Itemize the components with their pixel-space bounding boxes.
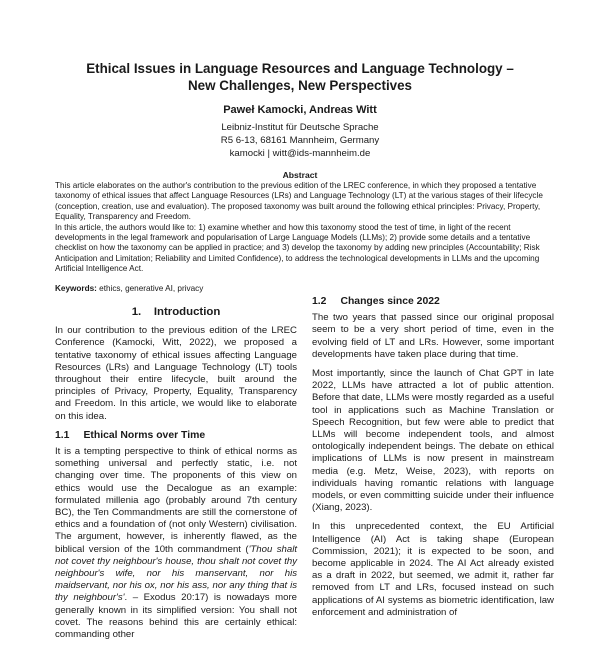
decalogue-quote: 'Thou shalt not covet thy neighbour's house, thou shalt not covet thy neighbour's wife, nor his manservant, nor his maidservant, nor his ox, nor his ass, nor any thing that is thy neighbour's' xyxy=(55,543,298,604)
abstract-heading: Abstract xyxy=(282,170,318,180)
paper-title xyxy=(40,60,560,94)
paragraph-text-b: . – Exodus 20:17) is nowadays more generally known in its simplified version: You shall not covet. The reasons behind this are certainly ethical: commanding other xyxy=(55,592,297,641)
abstract-paragraph-1: This article elaborates on the author's contribution to the previous edition of the LREC conference, in which they proposed a tentative taxonomy of ethical issues that affect Language Resources (LRs) and Language Technology (LT) at the various stages of their lifecycle (conception, creation, use and evaluation). The proposed taxonomy was built around the following ethical principles: Privacy, Property, Equality, Transparency and Freedom. xyxy=(55,181,543,222)
subsection-number: 1.2 xyxy=(312,296,327,307)
affiliation-institute: Leibniz-Institut für Deutsche Sprache xyxy=(221,122,379,133)
affiliation-email: kamocki | witt@ids-mannheim.de xyxy=(229,148,371,159)
subsection-heading-1-2 xyxy=(312,296,554,308)
authors: Paweł Kamocki, Andreas Witt xyxy=(223,104,377,116)
changes-paragraph-1: The two years that passed since our original proposal seem to be a very short period of time, even in the evolving field of LT and LRs. However, some important developments have taken place during that time. xyxy=(312,312,554,360)
ethical-norms-paragraph xyxy=(55,446,297,641)
changes-paragraph-3: In this unprecedented context, the EU Artificial Intelligence (AI) Act is taking shape (European Commission, 2021); it is expected to be soon, and become applicable in 2024. The AI Act already existed as a draft in 2022, but seemed, we admit it, rather far removed from LT and LRs, focused instead on such applications of AI systems as biometric identification, law enforcement and administration of xyxy=(312,521,554,618)
intro-paragraph: In our contribution to the previous edition of the LREC Conference (Kamocki, Witt, 2022), we proposed a tentative taxonomy of ethical issues affecting Language Resources (LRs) and Language Technology (LT) tools throughout their entire lifecycle, built around the principles of Privacy, Property, Equality, Transparency and Freedom. In this article, we would like to elaborate on this idea. xyxy=(55,325,297,422)
section-heading-introduction xyxy=(55,306,297,318)
affiliation xyxy=(40,121,560,160)
left-column xyxy=(55,306,297,648)
abstract-paragraph-2: In this article, the authors would like to: 1) examine whether and how this taxonomy stood the test of time, in light of the recent developments in the legal framework and popularisation of Large Language Models (LLMs); 2) provide some details and a tentative checklist on how the taxonomy can be applied in practice; and 3) develop the taxonomy by adding new principles (Accountability; Risk Anticipation and Limitation; Reliability and Limited Confidence), to address the technological developments in LLMs and the upcoming Artificial Intelligence Act. xyxy=(55,222,540,274)
abstract-body xyxy=(55,181,545,275)
keywords-value: ethics, generative AI, privacy xyxy=(96,284,204,293)
keywords-label: Keywords: xyxy=(55,284,97,293)
title-line-1: Ethical Issues in Language Resources and Language Technology – xyxy=(86,61,514,76)
subsection-title: Changes since 2022 xyxy=(340,296,440,307)
subsection-number: 1.1 xyxy=(55,429,70,441)
affiliation-address: R5 6-13, 68161 Mannheim, Germany xyxy=(220,135,380,146)
subsection-heading-1-1 xyxy=(55,430,297,442)
subsection-title: Ethical Norms over Time xyxy=(83,429,206,441)
right-column xyxy=(312,294,554,626)
changes-paragraph-2: Most importantly, since the launch of Chat GPT in late 2022, LLMs have attracted a lot of public attention. Before that date, LLMs were mostly regarded as a useful tool in applications such as Machine Translation or Speech Recognition, but few were able to predict that LLMs will become independent tools, and almost ontologically independent beings. The debate on ethical implications of LLMs is now present in mainstream media (e.g. Metz, Weise, 2023), with reports on individuals having romantic relations with language models, or even committing suicide under their influence (Xiang, 2023). xyxy=(312,368,554,514)
section-title: Introduction xyxy=(153,306,221,318)
title-line-2: New Challenges, New Perspectives xyxy=(187,78,413,93)
keywords xyxy=(55,284,545,293)
paragraph-text-a: It is a tempting perspective to think of ethical norms as something universal and perfectly static, i.e. not changing over time. The proponents of this view on ethics would use the Decalogue as an example: formulated millenia ago (probably around 7th century BC), the Ten Commandments are still the cornerstone of ethics and a foundation of (not only Western) civilisation. The argument, however, is inherently flawed, as the biblical version of the 10th commandment ( xyxy=(55,446,297,555)
section-number: 1. xyxy=(131,306,142,318)
